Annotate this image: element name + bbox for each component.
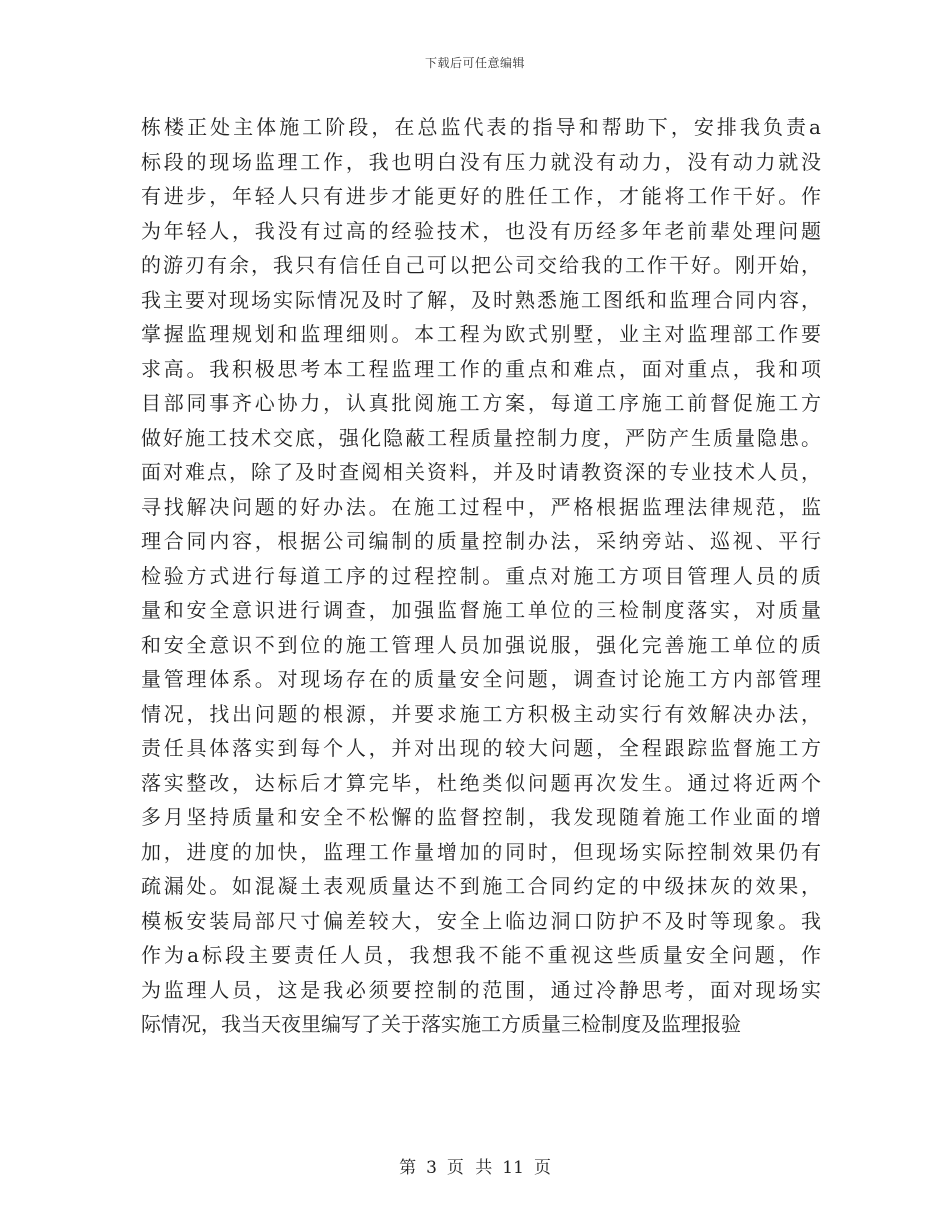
page-label-mid: 页 共 [446,1158,493,1178]
page-header: 下载后可任意编辑 [424,56,525,70]
body-line: 掌握监理规划和监理细则。本工程为欧式别墅，业主对监理部工作要 [141,322,821,346]
body-line: 有进步，年轻人只有进步才能更好的胜任工作，才能将工作干好。作 [141,184,821,208]
page-label-suffix: 页 [533,1158,551,1178]
body-line: 加，进度的加快，监理工作量增加的同时，但现场实际控制效果仍有 [141,839,821,864]
page-footer [0,1153,950,1178]
body-line: 的游刃有余，我只有信任自己可以把公司交给我的工作干好。刚开始， [141,253,821,277]
total-pages-number: 11 [502,1158,524,1178]
body-line: 面对难点，除了及时查阅相关资料，并及时请教资深的专业技术人员， [141,460,821,484]
body-line: 多月坚持质量和安全不松懈的监督控制，我发现随着施工作业面的增 [141,805,821,829]
body-line: 寻找解决问题的好办法。在施工过程中，严格根据监理法律规范，监 [141,494,821,519]
body-line: 检验方式进行每道工序的过程控制。重点对施工方项目管理人员的质 [141,563,821,588]
current-page-number: 3 [426,1158,437,1178]
body-line: 理合同内容，根据公司编制的质量控制办法，采纳旁站、巡视、平行 [141,529,821,553]
body-line: 作为a标段主要责任人员，我想我不能不重视这些质量安全问题，作 [141,943,821,967]
body-line: 做好施工技术交底，强化隐蔽工程质量控制力度，严防产生质量隐患。 [141,425,821,450]
body-line: 为监理人员，这是我必须要控制的范围，通过冷静思考，面对现场实 [141,977,821,1002]
document-body [141,110,821,1042]
body-line: 为年轻人，我没有过高的经验技术，也没有历经多年老前辈处理问题 [141,218,821,243]
body-line: 目部同事齐心协力，认真批阅施工方案，每道工序施工前督促施工方 [141,391,821,415]
body-line: 模板安装局部尺寸偏差较大，安全上临边洞口防护不及时等现象。我 [141,908,821,933]
body-line: 责任具体落实到每个人，并对出现的较大问题，全程跟踪监督施工方 [141,736,821,760]
body-line: 标段的现场监理工作，我也明白没有压力就没有动力，没有动力就没 [141,149,821,174]
body-line: 我主要对现场实际情况及时了解，及时熟悉施工图纸和监理合同内容， [141,287,821,312]
body-line: 量管理体系。对现场存在的质量安全问题，调查讨论施工方内部管理 [141,667,821,691]
body-line: 情况，找出问题的根源，并要求施工方积极主动实行有效解决办法， [141,701,821,726]
page-label-prefix: 第 [399,1158,417,1178]
body-line: 疏漏处。如混凝土表观质量达不到施工合同约定的中级抹灰的效果， [141,874,821,898]
body-line: 和安全意识不到位的施工管理人员加强说服，强化完善施工单位的质 [141,632,821,657]
body-line: 际情况，我当天夜里编写了关于落实施工方质量三检制度及监理报验 [141,1012,741,1036]
body-line: 量和安全意识进行调查，加强监督施工单位的三检制度落实，对质量 [141,598,821,622]
body-line: 栋楼正处主体施工阶段，在总监代表的指导和帮助下，安排我负责a [141,115,821,139]
body-line: 求高。我积极思考本工程监理工作的重点和难点，面对重点，我和项 [141,356,821,381]
body-line: 落实整改，达标后才算完毕，杜绝类似问题再次发生。通过将近两个 [141,770,821,795]
